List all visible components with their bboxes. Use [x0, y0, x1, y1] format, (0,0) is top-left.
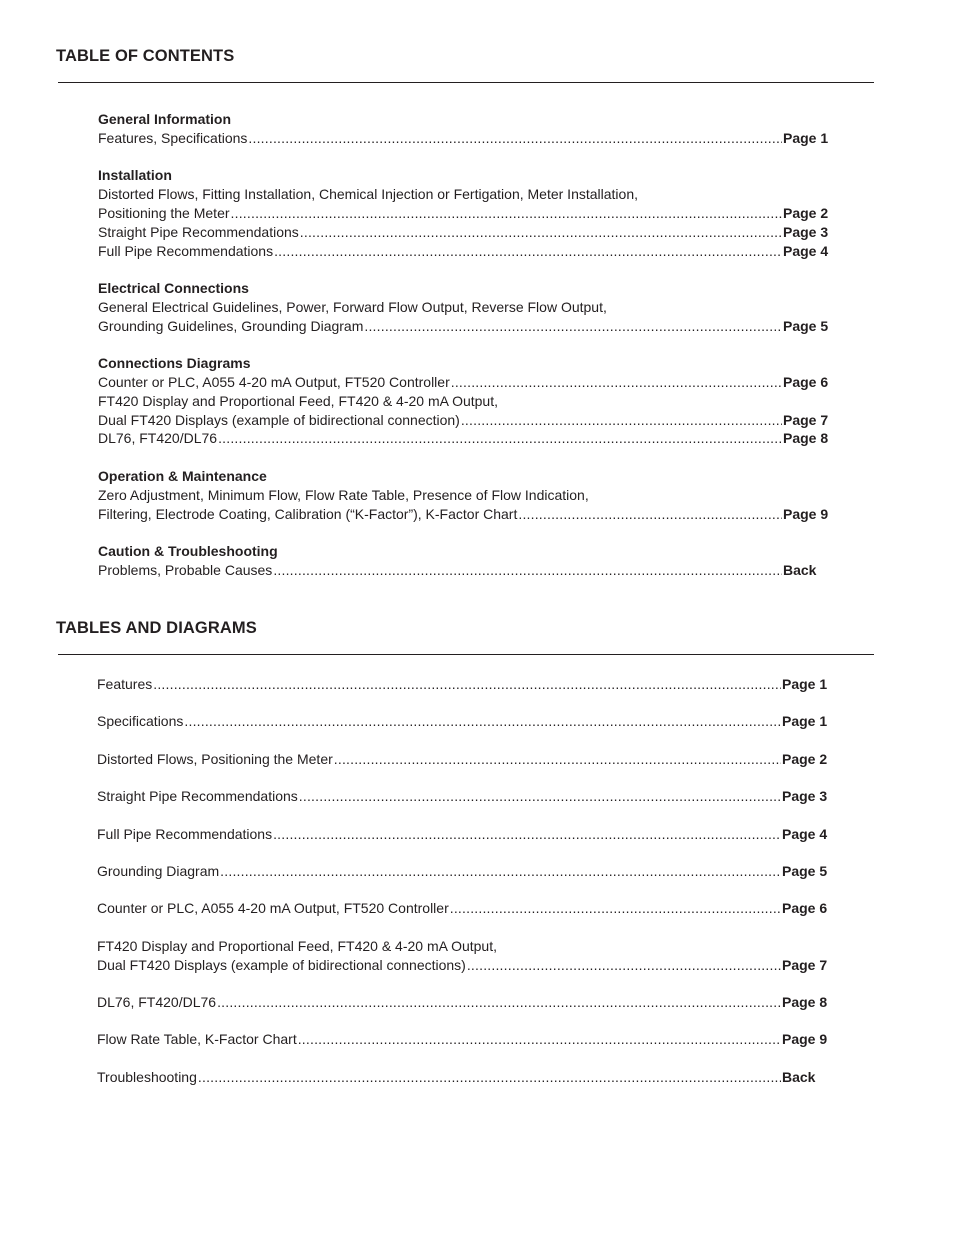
toc-title: TABLE OF CONTENTS [56, 47, 235, 65]
table-item [97, 825, 831, 844]
page-reference[interactable]: Page 8 [783, 430, 829, 447]
entry-text: Counter or PLC, A055 4-20 mA Output, FT520 Controller [97, 900, 449, 917]
entry-text: Features [97, 676, 153, 692]
group-heading: General Information [98, 111, 232, 127]
entry-text: Counter or PLC, A055 4-20 mA Output, FT520 Controller [98, 374, 450, 391]
page-reference[interactable]: Page 3 [783, 223, 829, 240]
toc-entry[interactable] [98, 373, 832, 392]
toc-entry[interactable] [97, 1030, 831, 1049]
page-reference[interactable]: Page 3 [782, 788, 828, 805]
table-item [97, 750, 831, 769]
tables-title: TABLES AND DIAGRAMS [56, 619, 257, 637]
dot-leader [334, 750, 781, 769]
page-reference[interactable]: Page 5 [783, 317, 829, 334]
page-reference[interactable]: Page 1 [782, 676, 828, 692]
toc-group [98, 166, 832, 260]
toc-entry[interactable] [98, 204, 832, 223]
toc-entry[interactable] [97, 993, 831, 1012]
dot-leader [273, 561, 782, 580]
dot-leader [184, 712, 781, 731]
table-item [97, 993, 831, 1012]
toc-entry[interactable] [98, 561, 832, 580]
page-reference[interactable]: Page 9 [783, 505, 829, 522]
dot-leader [248, 129, 782, 148]
entry-text: Features, Specifications [98, 130, 248, 146]
toc-entry[interactable] [97, 712, 831, 731]
entry-line: FT420 Display and Proportional Feed, FT420 & 4-20 mA Output, [97, 937, 497, 954]
toc-entry[interactable] [97, 862, 831, 881]
dot-leader [218, 429, 782, 448]
page-reference[interactable]: Page 6 [782, 900, 828, 917]
table-item [97, 712, 831, 731]
dot-leader [217, 993, 781, 1012]
table-item [97, 899, 831, 918]
dot-leader [220, 862, 781, 881]
entry-text: Problems, Probable Causes [98, 561, 273, 578]
entry-text: Grounding Guidelines, Grounding Diagram [98, 317, 364, 334]
table-item [97, 675, 831, 694]
toc-group [98, 279, 832, 336]
group-heading: Installation [98, 167, 172, 184]
page-reference[interactable]: Page 9 [782, 1031, 828, 1048]
page-reference[interactable]: Page 2 [783, 205, 829, 222]
dot-leader [451, 373, 782, 392]
toc-divider [58, 82, 874, 83]
table-item [97, 1068, 831, 1087]
dot-leader [274, 242, 782, 261]
entry-line: Zero Adjustment, Minimum Flow, Flow Rate Table, Presence of Flow Indication, [98, 486, 589, 503]
tables-divider [58, 654, 874, 655]
group-heading: Electrical Connections [98, 279, 249, 296]
entry-text: Straight Pipe Recommendations [97, 788, 298, 805]
dot-leader [153, 675, 781, 694]
toc-entry[interactable] [98, 505, 832, 524]
dot-leader [518, 505, 782, 524]
entry-text: Troubleshooting [97, 1068, 197, 1085]
dot-leader [231, 204, 782, 223]
toc-list [98, 110, 832, 580]
entry-text: Grounding Diagram [97, 862, 220, 879]
group-heading: Caution & Troubleshooting [98, 542, 278, 559]
toc-group [98, 110, 832, 148]
page-reference[interactable]: Back [783, 561, 817, 578]
entry-text: Positioning the Meter [98, 205, 230, 222]
entry-line: FT420 Display and Proportional Feed, FT420 & 4-20 mA Output, [98, 392, 498, 409]
page-reference[interactable]: Page 1 [783, 130, 829, 146]
page-reference[interactable]: Page 4 [783, 242, 829, 259]
toc-entry[interactable] [98, 429, 832, 448]
toc-entry[interactable] [98, 242, 832, 261]
page-reference[interactable]: Page 8 [782, 993, 828, 1010]
table-item [97, 787, 831, 806]
page-reference[interactable]: Page 5 [782, 862, 828, 879]
toc-entry[interactable] [98, 223, 832, 242]
entry-text: Distorted Flows, Positioning the Meter [97, 750, 333, 767]
entry-text: Full Pipe Recommendations [97, 825, 273, 842]
toc-entry[interactable] [97, 750, 831, 769]
entry-text: Dual FT420 Displays (example of bidirectional connections) [97, 956, 466, 973]
entry-line: Distorted Flows, Fitting Installation, Chemical Injection or Fertigation, Meter Installation, [98, 186, 639, 203]
dot-leader [450, 899, 781, 918]
entry-text: Full Pipe Recommendations [98, 242, 274, 259]
entry-text: Filtering, Electrode Coating, Calibration (“K-Factor”), K-Factor Chart [98, 505, 518, 522]
table-item [97, 862, 831, 881]
toc-entry[interactable] [98, 317, 832, 336]
toc-entry[interactable] [98, 129, 832, 148]
page-reference[interactable]: Page 6 [783, 374, 829, 391]
page-reference[interactable]: Page 2 [782, 750, 828, 767]
dot-leader [467, 956, 781, 975]
toc-group [98, 354, 832, 448]
dot-leader [299, 787, 781, 806]
toc-group [98, 467, 832, 524]
entry-text: DL76, FT420/DL76 [97, 993, 217, 1010]
page-reference[interactable]: Page 7 [783, 411, 829, 428]
page-reference[interactable]: Page 4 [782, 825, 828, 842]
toc-entry[interactable] [97, 675, 831, 694]
page-reference[interactable]: Page 7 [782, 956, 828, 973]
entry-text: Dual FT420 Displays (example of bidirectional connection) [98, 411, 460, 428]
group-heading: Operation & Maintenance [98, 467, 267, 484]
entry-text: Flow Rate Table, K-Factor Chart [97, 1031, 297, 1048]
toc-entry[interactable] [97, 956, 831, 975]
entry-text: Specifications [97, 713, 184, 730]
entry-line: General Electrical Guidelines, Power, Forward Flow Output, Reverse Flow Output, [98, 298, 607, 315]
dot-leader [364, 317, 782, 336]
page-reference[interactable]: Back [782, 1068, 816, 1085]
entry-text: Straight Pipe Recommendations [98, 223, 299, 240]
toc-entry[interactable] [97, 825, 831, 844]
entry-text: DL76, FT420/DL76 [98, 430, 218, 447]
toc-group [98, 542, 832, 580]
table-item [97, 937, 831, 975]
dot-leader [300, 223, 782, 242]
toc-entry[interactable] [97, 787, 831, 806]
dot-leader [273, 825, 781, 844]
group-heading: Connections Diagrams [98, 355, 251, 372]
toc-entry[interactable] [97, 899, 831, 918]
toc-entry[interactable] [98, 411, 832, 430]
page-reference[interactable]: Page 1 [782, 713, 828, 730]
tables-list [97, 675, 831, 1087]
toc-entry[interactable] [97, 1068, 831, 1087]
table-item [97, 1030, 831, 1049]
dot-leader [298, 1030, 781, 1049]
dot-leader [198, 1068, 781, 1087]
dot-leader [461, 411, 782, 430]
